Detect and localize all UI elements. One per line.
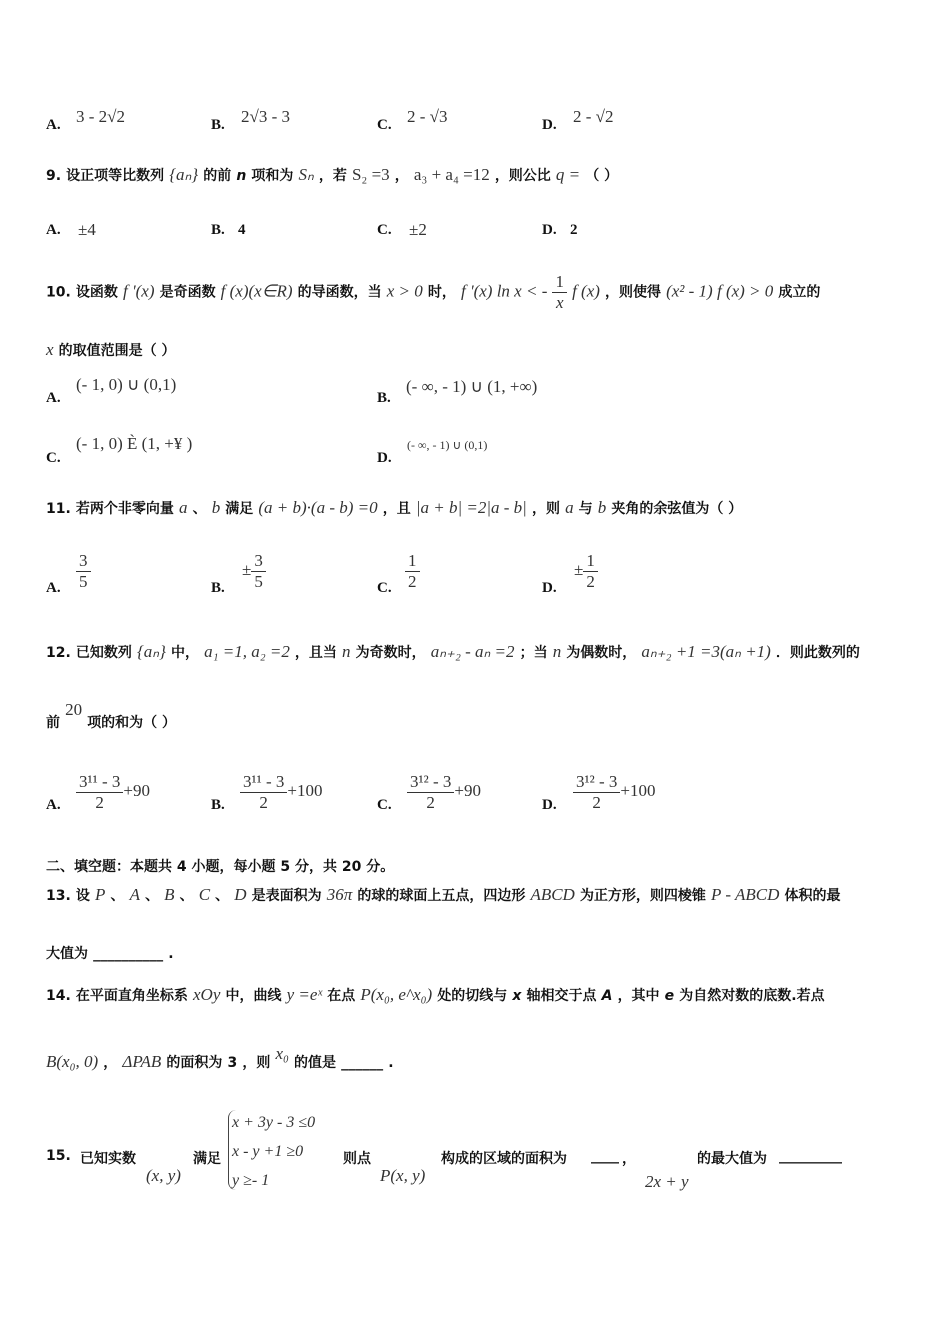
q14-math-4: x [512,988,522,1004]
q11-math-1: a [179,498,188,517]
q11-option-d-den: 2 [586,571,595,591]
q12-option-d-math [573,772,655,812]
q11-math-4: |a + b| =2|a - b| [415,498,527,517]
q15-math-3: P(x, y) [380,1166,426,1185]
q14-text-4: 处的切线与 [437,988,508,1004]
q9-math-1: {aₙ} [169,165,199,184]
q9-math-6: q = [555,165,581,184]
q11-option-a-num: 3 [76,551,91,572]
q11-option-c-den: 2 [408,571,417,591]
q12-text-6: 为偶数时， [566,645,637,661]
q13-answer-blank[interactable]: __________ [93,946,164,962]
q9-option-a-label: A. [46,222,61,238]
q9-option-b-math: 4 [238,222,246,238]
question-14 [46,985,825,1005]
q15-constraint-system [232,1108,315,1195]
q10-math-1: f '(x) [123,281,155,301]
q12-option-c-math [407,772,481,812]
q11-option-a-math [76,551,91,591]
q12-option-a-label: A. [46,797,61,813]
q12-math-2: a₁ =1, a₂ =2 [204,642,290,661]
q15-text-3: 则点 [343,1151,371,1167]
q11-text-2: 、 [192,501,207,517]
q8-option-b-math: 2√3 - 3 [241,107,290,126]
q13-sep-1: 、 [110,888,125,904]
question-12-line-2 [46,700,177,732]
q9-text-7: （ ） [585,168,619,184]
q11-text-7: 夹角的余弦值为（ ） [611,501,743,517]
q8-option-c-label: C. [377,117,392,133]
q13-sep-4: 、 [215,888,230,904]
q12-option-c-num: 3¹² - 3 [407,772,454,793]
q12-text-4: 为奇数时， [355,645,426,661]
question-12 [46,642,860,662]
q12-math-8: 20 [65,700,83,719]
q9-option-c-label: C. [377,222,392,238]
q12-text-8: 前 [46,715,60,731]
q11-option-d-math [574,551,598,591]
q10-option-c-math: (- 1, 0) È (1, +¥ ) [76,434,193,453]
q12-option-b-math [240,772,322,812]
q11-option-b-den: 5 [254,571,263,591]
q11-option-a-label: A. [46,580,61,596]
q11-option-b-num: 3 [251,551,266,572]
q10-number: 10. [46,284,71,301]
q12-option-a-math [76,772,150,812]
q13-number: 13. [46,888,71,904]
q13-math-d: D [234,885,247,904]
q14-text-7: 为自然对数的底数.若点 [679,988,825,1004]
q15-math-1: (x, y) [146,1166,181,1185]
q15-number: 15. [46,1148,71,1164]
q12-option-b-den: 2 [259,792,268,812]
q15-text-4: 构成的区域的面积为 [441,1151,567,1167]
q9-text-4: ，若 [318,168,347,184]
q12-option-b-label: B. [211,797,225,813]
question-10 [46,272,820,312]
q12-option-d-num: 3¹² - 3 [573,772,620,793]
q13-sep-3: 、 [179,888,194,904]
q12-math-1: {aₙ} [137,642,166,661]
q13-math-area: 36π [326,885,353,904]
q11-math-3: (a + b)·(a - b) =0 [258,498,378,517]
q10-math-5: (x² - 1) f (x) > 0 [666,281,774,301]
q11-option-d-prefix: ± [574,559,584,579]
q14-text-12: . [388,1055,394,1071]
q11-option-c-num: 1 [405,551,420,572]
q13-math-p: P [95,885,106,904]
q11-option-b-label: B. [211,580,225,596]
q12-text-9: 项的和为（ ） [87,715,177,731]
q10-text-1: 设函数 [75,284,118,301]
q9-option-c-math: ±2 [409,220,427,239]
q11-text-4: ，且 [382,501,411,517]
q15-constraint-2: x - y +1 ≥0 [232,1143,304,1160]
q11-text-5: ，则 [531,501,560,517]
q14-text-1: 在平面直角坐标系 [75,988,188,1004]
q9-text-5: ， [394,168,409,184]
q9-text-2: 的前 [203,168,232,184]
q12-math-5: n [552,642,562,661]
q11-option-a-den: 5 [79,571,88,591]
q12-math-3: n [342,642,351,661]
q10-text-5: ，则使得 [605,284,661,301]
q14-math-6: e [664,988,675,1004]
q14-text-10: ，则 [242,1055,271,1071]
q9-text-6: ，则公比 [494,168,551,184]
q10-math-3: x > 0 [386,281,423,301]
q9-number: 9. [46,168,62,184]
q12-text-2: 中， [170,645,199,661]
q14-math-2: y =eˣ [286,985,323,1004]
q10-math-2: f (x)(x∈R) [220,281,293,301]
q11-option-c-math [405,551,420,591]
q15-constraint-3: y ≥- 1 [232,1172,270,1189]
q9-math-5: a₃ + a₄ =12 [413,165,490,184]
q10-fraction-den: x [555,292,564,312]
q10-option-d-math: (- ∞, - 1) ∪ (0,1) [407,438,488,452]
q14-math-7: B(x₀, 0) [46,1052,99,1071]
question-13-line-2 [46,943,174,963]
q14-text-6: ，其中 [617,988,660,1004]
q13-math-pyramid: P - ABCD [711,885,780,904]
q11-math-5: a [565,498,574,517]
q8-option-c-math: 2 - √3 [407,107,448,126]
q13-math-b: B [164,885,175,904]
q11-option-b-prefix: ± [242,559,252,579]
q9-text-1: 设正项等比数列 [66,168,165,184]
q15-constraint-1: x + 3y - 3 ≤0 [232,1114,316,1131]
q12-option-d-den: 2 [592,792,601,812]
q12-text-1: 已知数列 [75,645,132,661]
q13-text-1: 设 [75,888,90,904]
q15-text-5: ， [622,1151,636,1167]
q8-option-d-label: D. [542,117,557,133]
q14-number: 14. [46,988,71,1004]
q14-text-2: 中，曲线 [225,988,282,1004]
question-14-line-2 [46,1044,394,1072]
q14-math-5: A [601,988,613,1004]
q12-text-5: ；当 [519,645,548,661]
q14-text-8: ， [103,1055,118,1071]
q14-math-8: ΔPAB [122,1052,162,1071]
q13-text-3: 的球的球面上五点，四边形 [357,888,526,904]
q13-math-a: A [129,885,140,904]
q8-option-b-label: B. [211,117,225,133]
q12-option-d-label: D. [542,797,557,813]
q14-math-9: 3 [227,1055,238,1071]
q11-text-6: 与 [578,501,593,517]
q15-text-1: 已知实数 [80,1151,136,1167]
q15-text-6: 的最大值为 [697,1151,767,1167]
q9-text-3: 项和为 [251,168,294,184]
question-11 [46,498,742,518]
q15-math-5: 2x + y [645,1172,689,1191]
question-9 [46,165,618,185]
q12-option-a-num: 3¹¹ - 3 [76,772,123,793]
q10-option-a-math: (- 1, 0) ∪ (0,1) [76,375,177,394]
q10-option-b-math: (- ∞, - 1) ∪ (1, +∞) [406,377,538,396]
q11-option-b-math [242,551,266,591]
q10-math-6: x [46,340,54,359]
q10-text-3: 的导函数，当 [297,284,382,301]
q10-option-b-label: B. [377,390,391,406]
q10-text-2: 是奇函数 [159,284,216,301]
q10-text-4: 时， [427,284,456,301]
q13-text-2: 是表面积为 [251,888,322,904]
section-2-heading: 二、填空题：本题共 4 小题，每小题 5 分，共 20 分。 [46,859,395,875]
q10-option-d-label: D. [377,450,392,466]
q14-math-10: x₀ [275,1044,289,1063]
q11-number: 11. [46,501,71,517]
q10-text-7: 的取值范围是（ ） [58,343,176,359]
q10-math-4a: f '(x) ln x < - [460,281,548,301]
q11-text-1: 若两个非零向量 [75,501,174,517]
q12-option-c-label: C. [377,797,392,813]
q14-math-1: xOy [193,985,221,1004]
q12-text-7: ．则此数列的 [775,645,860,661]
q14-text-11: 的值是 [294,1055,336,1071]
q9-option-a-math: ±4 [78,220,96,239]
q12-number: 12. [46,645,71,661]
q10-option-c-label: C. [46,450,61,466]
q12-math-4: aₙ₊₂ - aₙ =2 [430,642,515,661]
q12-option-c-post: +90 [454,780,481,800]
q8-option-d-math: 2 - √2 [573,107,614,126]
q13-text-7: . [168,946,174,962]
q10-fraction-num: 1 [552,272,567,293]
q12-option-b-post: +100 [287,780,323,800]
q11-option-d-label: D. [542,580,557,596]
q14-text-9: 的面积为 [166,1055,223,1071]
q9-math-2: n [236,168,247,184]
q9-option-b-label: B. [211,222,225,238]
q13-text-4: 为正方形，则四棱锥 [579,888,706,904]
q13-text-5: 体积的最 [784,888,841,904]
q9-option-d-math: 2 [570,222,578,238]
q10-math-4b: f (x) [572,281,600,301]
q13-math-c: C [198,885,211,904]
q12-option-a-den: 2 [95,792,104,812]
q13-math-abcd: ABCD [530,885,575,904]
q14-text-3: 在点 [327,988,356,1004]
q11-option-d-num: 1 [583,551,598,572]
q8-option-a-math: 3 - 2√2 [76,107,125,126]
q14-answer-blank[interactable]: ______ [341,1055,384,1071]
q12-option-c-den: 2 [426,792,435,812]
q12-option-b-num: 3¹¹ - 3 [240,772,287,793]
q15-answer-blank-2[interactable]: _________ [779,1148,842,1164]
q9-option-d-label: D. [542,222,557,238]
q12-option-d-post: +100 [620,780,656,800]
q13-text-6: 大值为 [46,946,88,962]
q12-text-3: ，且当 [294,645,337,661]
q8-option-a-label: A. [46,117,61,133]
q9-math-4: S₂ =3 [351,165,390,184]
q10-fraction [552,272,567,312]
q9-math-3: Sₙ [298,165,314,184]
q13-sep-2: 、 [145,888,160,904]
q12-math-6: aₙ₊₂ +1 =3(aₙ +1) [641,642,771,661]
question-13 [46,885,840,905]
q14-math-3: P(x₀, e^x₀) [360,985,433,1004]
q11-math-6: b [597,498,607,517]
q15-answer-blank-1[interactable]: ____ [591,1148,619,1164]
q15-text-2: 满足 [193,1151,221,1167]
question-10-line-2 [46,340,176,360]
q10-option-a-label: A. [46,390,61,406]
q11-text-3: 满足 [225,501,254,517]
q14-text-5: 轴相交于点 [526,988,597,1004]
q11-math-2: b [211,498,221,517]
q11-option-c-label: C. [377,580,392,596]
q12-option-a-post: +90 [123,780,150,800]
q10-text-6: 成立的 [778,284,821,301]
